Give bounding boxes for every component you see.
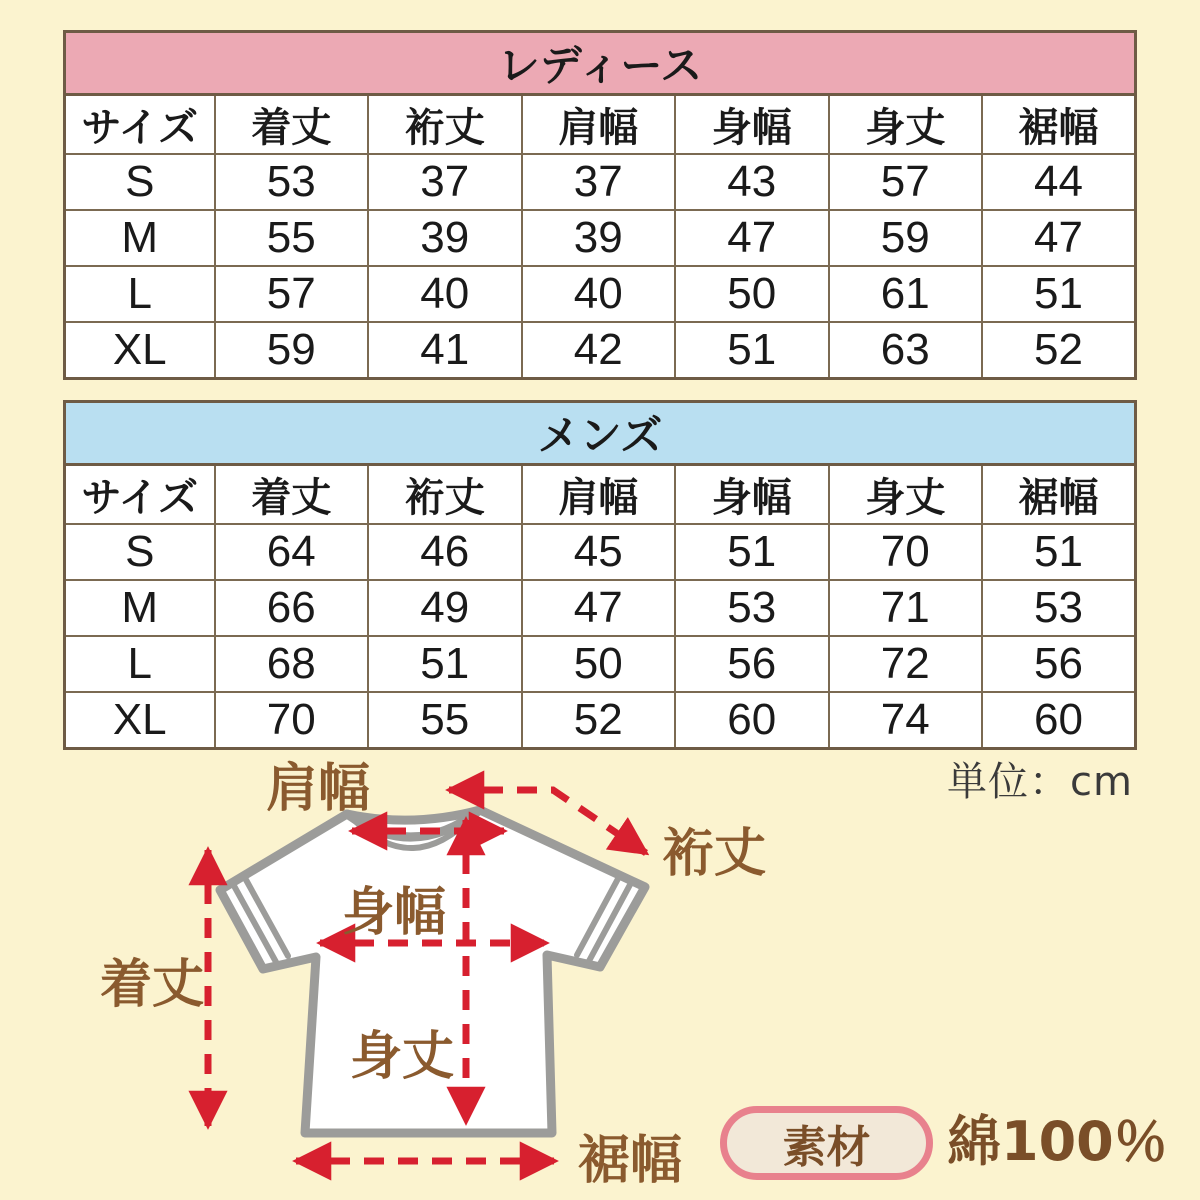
value-cell: 59 [215, 322, 369, 379]
value-cell: 53 [982, 580, 1136, 636]
hem-width-label: 裾幅 [578, 1131, 683, 1191]
value-cell: 47 [982, 210, 1136, 266]
material-value: 綿100％ [947, 1110, 1168, 1173]
column-header: 肩幅 [522, 95, 676, 155]
value-cell: 56 [675, 636, 829, 692]
column-header: サイズ [65, 465, 215, 525]
size-cell: M [65, 580, 215, 636]
value-cell: 72 [829, 636, 983, 692]
value-cell: 45 [522, 524, 676, 580]
value-cell: 60 [675, 692, 829, 749]
table-row [65, 322, 1136, 379]
value-cell: 37 [522, 154, 676, 210]
table-row [65, 524, 1136, 580]
column-header-row [65, 465, 1136, 525]
size-cell: XL [65, 322, 215, 379]
value-cell: 57 [829, 154, 983, 210]
value-cell: 43 [675, 154, 829, 210]
value-cell: 40 [522, 266, 676, 322]
unit-note: 単位：cm [947, 759, 1133, 805]
ladies-title-row [65, 32, 1136, 95]
value-cell: 55 [215, 210, 369, 266]
column-header: 裾幅 [982, 95, 1136, 155]
size-cell: S [65, 154, 215, 210]
value-cell: 53 [675, 580, 829, 636]
value-cell: 74 [829, 692, 983, 749]
ladies-size-table [63, 30, 1137, 380]
value-cell: 71 [829, 580, 983, 636]
value-cell: 68 [215, 636, 369, 692]
size-cell: S [65, 524, 215, 580]
column-header: 肩幅 [522, 465, 676, 525]
value-cell: 64 [215, 524, 369, 580]
value-cell: 42 [522, 322, 676, 379]
value-cell: 66 [215, 580, 369, 636]
value-cell: 47 [675, 210, 829, 266]
value-cell: 51 [982, 266, 1136, 322]
column-header: 身丈 [829, 465, 983, 525]
value-cell: 52 [522, 692, 676, 749]
value-cell: 59 [829, 210, 983, 266]
value-cell: 51 [368, 636, 522, 692]
value-cell: 50 [522, 636, 676, 692]
mens-table-title: メンズ [65, 402, 1136, 465]
value-cell: 51 [982, 524, 1136, 580]
column-header: 裾幅 [982, 465, 1136, 525]
value-cell: 47 [522, 580, 676, 636]
value-cell: 41 [368, 322, 522, 379]
value-cell: 39 [368, 210, 522, 266]
ladies-table-title: レディース [65, 32, 1136, 95]
size-cell: XL [65, 692, 215, 749]
value-cell: 44 [982, 154, 1136, 210]
table-row [65, 580, 1136, 636]
value-cell: 70 [215, 692, 369, 749]
material-badge: 素材 [720, 1106, 933, 1180]
value-cell: 53 [215, 154, 369, 210]
value-cell: 57 [215, 266, 369, 322]
value-cell: 61 [829, 266, 983, 322]
column-header: 着丈 [215, 465, 369, 525]
table-row [65, 266, 1136, 322]
mens-size-table [63, 400, 1137, 750]
value-cell: 40 [368, 266, 522, 322]
column-header: 身幅 [675, 95, 829, 155]
shoulder-width-label: 肩幅 [265, 759, 371, 819]
size-cell: L [65, 266, 215, 322]
value-cell: 55 [368, 692, 522, 749]
value-cell: 51 [675, 524, 829, 580]
mens-title-row [65, 402, 1136, 465]
column-header: サイズ [65, 95, 215, 155]
value-cell: 63 [829, 322, 983, 379]
value-cell: 46 [368, 524, 522, 580]
value-cell: 56 [982, 636, 1136, 692]
column-header-row [65, 95, 1136, 155]
value-cell: 39 [522, 210, 676, 266]
table-row [65, 210, 1136, 266]
column-header: 身幅 [675, 465, 829, 525]
value-cell: 37 [368, 154, 522, 210]
column-header: 身丈 [829, 95, 983, 155]
total-length-label: 身丈 [349, 1027, 455, 1087]
value-cell: 60 [982, 692, 1136, 749]
value-cell: 51 [675, 322, 829, 379]
table-row [65, 154, 1136, 210]
body-width-label: 身幅 [341, 883, 447, 943]
value-cell: 70 [829, 524, 983, 580]
column-header: 着丈 [215, 95, 369, 155]
value-cell: 52 [982, 322, 1136, 379]
size-cell: L [65, 636, 215, 692]
value-cell: 50 [675, 266, 829, 322]
value-cell: 49 [368, 580, 522, 636]
column-header: 裄丈 [368, 95, 522, 155]
table-row [65, 636, 1136, 692]
body-length-label: 着丈 [99, 955, 205, 1015]
sleeve-length-label: 裄丈 [662, 824, 767, 884]
column-header: 裄丈 [368, 465, 522, 525]
size-cell: M [65, 210, 215, 266]
